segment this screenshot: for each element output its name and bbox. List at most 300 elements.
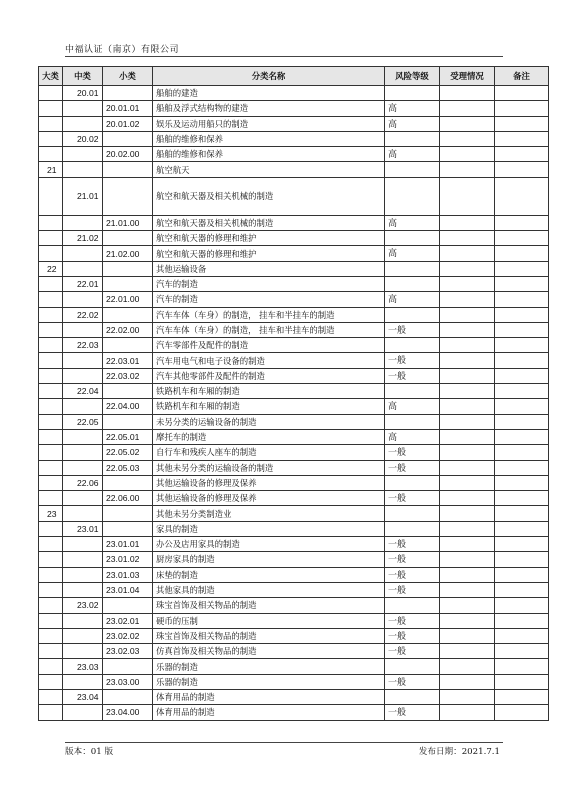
cell-acceptance [440, 537, 495, 552]
cell-remarks [495, 177, 549, 215]
cell-remarks [495, 147, 549, 162]
cell-major-class [39, 86, 63, 101]
table-row [39, 368, 549, 383]
cell-mid-class [63, 445, 103, 460]
column-header-name: 分类名称 [153, 67, 385, 86]
cell-major-class [39, 628, 63, 643]
table-row [39, 491, 549, 506]
table-row [39, 338, 549, 353]
cell-mid-class [63, 582, 103, 597]
cell-remarks [495, 644, 549, 659]
cell-acceptance [440, 147, 495, 162]
cell-risk-level [385, 177, 440, 215]
cell-remarks [495, 292, 549, 307]
cell-mid-class: 20.02 [63, 131, 103, 146]
cell-risk-level: 一般 [385, 460, 440, 475]
cell-remarks [495, 429, 549, 444]
cell-remarks [495, 338, 549, 353]
table-row [39, 537, 549, 552]
cell-risk-level: 一般 [385, 368, 440, 383]
cell-major-class [39, 101, 63, 116]
cell-minor-class: 22.03.02 [103, 368, 153, 383]
cell-risk-level [385, 307, 440, 322]
cell-category-name: 其他运输设备的修理及保养 [153, 491, 385, 506]
cell-minor-class: 23.03.00 [103, 674, 153, 689]
column-header-mid: 中类 [63, 67, 103, 86]
cell-minor-class: 23.01.01 [103, 537, 153, 552]
table-row [39, 644, 549, 659]
cell-minor-class: 22.03.01 [103, 353, 153, 368]
column-header-major: 大类 [39, 67, 63, 86]
cell-acceptance [440, 659, 495, 674]
table-header-row [39, 67, 549, 86]
cell-category-name: 铁路机车和车厢的制造 [153, 384, 385, 399]
table-row [39, 147, 549, 162]
cell-minor-class [103, 231, 153, 246]
cell-major-class [39, 491, 63, 506]
cell-remarks [495, 506, 549, 521]
cell-mid-class [63, 147, 103, 162]
cell-major-class [39, 116, 63, 131]
cell-minor-class: 21.01.00 [103, 215, 153, 230]
cell-mid-class [63, 261, 103, 276]
table-body [39, 86, 549, 721]
table-row [39, 567, 549, 582]
cell-mid-class [63, 322, 103, 337]
cell-remarks [495, 491, 549, 506]
cell-risk-level [385, 475, 440, 490]
cell-acceptance [440, 674, 495, 689]
table-row [39, 399, 549, 414]
cell-risk-level: 一般 [385, 582, 440, 597]
cell-risk-level [385, 131, 440, 146]
cell-category-name: 办公及店用家具的制造 [153, 537, 385, 552]
cell-major-class: 22 [39, 261, 63, 276]
column-header-risk: 风险等级 [385, 67, 440, 86]
cell-minor-class [103, 131, 153, 146]
cell-risk-level [385, 521, 440, 536]
cell-mid-class: 22.01 [63, 276, 103, 291]
cell-minor-class [103, 475, 153, 490]
column-header-minor: 小类 [103, 67, 153, 86]
cell-remarks [495, 705, 549, 720]
cell-category-name: 航空和航天器及相关机械的制造 [153, 215, 385, 230]
cell-category-name: 乐器的制造 [153, 659, 385, 674]
header-divider [65, 56, 503, 57]
cell-risk-level: 一般 [385, 445, 440, 460]
cell-category-name: 仿真首饰及相关物品的制造 [153, 644, 385, 659]
cell-risk-level [385, 506, 440, 521]
cell-remarks [495, 582, 549, 597]
table-row [39, 292, 549, 307]
cell-remarks [495, 567, 549, 582]
cell-mid-class: 21.01 [63, 177, 103, 215]
cell-mid-class [63, 537, 103, 552]
cell-major-class [39, 147, 63, 162]
cell-mid-class [63, 429, 103, 444]
cell-acceptance [440, 131, 495, 146]
cell-remarks [495, 628, 549, 643]
cell-acceptance [440, 399, 495, 414]
cell-mid-class [63, 162, 103, 177]
table-row [39, 628, 549, 643]
cell-major-class [39, 414, 63, 429]
cell-category-name: 航空和航天器及相关机械的制造 [153, 177, 385, 215]
cell-major-class [39, 368, 63, 383]
cell-acceptance [440, 582, 495, 597]
cell-minor-class: 23.02.03 [103, 644, 153, 659]
cell-mid-class [63, 644, 103, 659]
cell-major-class [39, 705, 63, 720]
cell-minor-class [103, 659, 153, 674]
cell-mid-class [63, 613, 103, 628]
cell-category-name: 其他家具的制造 [153, 582, 385, 597]
cell-remarks [495, 674, 549, 689]
cell-remarks [495, 521, 549, 536]
cell-acceptance [440, 292, 495, 307]
cell-mid-class [63, 506, 103, 521]
cell-acceptance [440, 368, 495, 383]
cell-remarks [495, 322, 549, 337]
cell-risk-level: 高 [385, 399, 440, 414]
cell-major-class [39, 384, 63, 399]
cell-minor-class: 20.01.02 [103, 116, 153, 131]
cell-remarks [495, 246, 549, 261]
table-row [39, 101, 549, 116]
cell-category-name: 汽车其他零部件及配件的制造 [153, 368, 385, 383]
cell-minor-class: 23.01.03 [103, 567, 153, 582]
cell-acceptance [440, 521, 495, 536]
cell-major-class [39, 353, 63, 368]
cell-mid-class: 22.06 [63, 475, 103, 490]
cell-major-class [39, 659, 63, 674]
cell-major-class [39, 521, 63, 536]
table-row [39, 246, 549, 261]
cell-mid-class: 23.02 [63, 598, 103, 613]
company-header: 中福认证（南京）有限公司 [65, 45, 180, 55]
cell-major-class [39, 399, 63, 414]
cell-mid-class [63, 552, 103, 567]
cell-minor-class [103, 689, 153, 704]
cell-category-name: 珠宝首饰及相关物品的制造 [153, 598, 385, 613]
cell-remarks [495, 231, 549, 246]
cell-category-name: 船舶及浮式结构物的建造 [153, 101, 385, 116]
table-row [39, 613, 549, 628]
cell-major-class [39, 177, 63, 215]
cell-remarks [495, 116, 549, 131]
table-row [39, 475, 549, 490]
cell-acceptance [440, 644, 495, 659]
cell-mid-class: 21.02 [63, 231, 103, 246]
table-row [39, 506, 549, 521]
cell-acceptance [440, 414, 495, 429]
cell-minor-class [103, 598, 153, 613]
cell-remarks [495, 215, 549, 230]
cell-risk-level: 高 [385, 116, 440, 131]
cell-minor-class [103, 261, 153, 276]
cell-remarks [495, 659, 549, 674]
cell-remarks [495, 101, 549, 116]
table-row [39, 521, 549, 536]
cell-acceptance [440, 177, 495, 215]
cell-acceptance [440, 491, 495, 506]
table-row [39, 674, 549, 689]
cell-major-class [39, 567, 63, 582]
cell-remarks [495, 368, 549, 383]
cell-category-name: 航空航天 [153, 162, 385, 177]
cell-mid-class [63, 246, 103, 261]
cell-mid-class [63, 368, 103, 383]
cell-minor-class: 22.02.00 [103, 322, 153, 337]
cell-risk-level: 一般 [385, 613, 440, 628]
cell-minor-class [103, 86, 153, 101]
cell-category-name: 其他运输设备的修理及保养 [153, 475, 385, 490]
cell-risk-level: 高 [385, 215, 440, 230]
cell-acceptance [440, 86, 495, 101]
table-row [39, 552, 549, 567]
version-label: 版本：01 版 [65, 747, 114, 757]
cell-category-name: 床垫的制造 [153, 567, 385, 582]
cell-risk-level [385, 338, 440, 353]
cell-mid-class [63, 705, 103, 720]
table-row [39, 131, 549, 146]
cell-mid-class: 22.04 [63, 384, 103, 399]
table-row [39, 384, 549, 399]
cell-acceptance [440, 162, 495, 177]
cell-category-name: 船舶的建造 [153, 86, 385, 101]
cell-acceptance [440, 276, 495, 291]
cell-category-name: 摩托车的制造 [153, 429, 385, 444]
cell-acceptance [440, 101, 495, 116]
cell-risk-level: 一般 [385, 322, 440, 337]
cell-major-class [39, 460, 63, 475]
cell-major-class [39, 475, 63, 490]
cell-risk-level: 一般 [385, 644, 440, 659]
cell-major-class [39, 674, 63, 689]
cell-mid-class: 22.03 [63, 338, 103, 353]
cell-category-name: 汽车的制造 [153, 292, 385, 307]
cell-category-name: 汽车车体（车身）的制造， 挂车和半挂车的制造 [153, 322, 385, 337]
cell-remarks [495, 307, 549, 322]
cell-minor-class: 22.05.02 [103, 445, 153, 460]
cell-remarks [495, 261, 549, 276]
cell-acceptance [440, 705, 495, 720]
cell-minor-class: 23.02.02 [103, 628, 153, 643]
cell-mid-class [63, 353, 103, 368]
cell-category-name: 船舶的维修和保养 [153, 131, 385, 146]
cell-minor-class: 22.01.00 [103, 292, 153, 307]
table-row [39, 177, 549, 215]
cell-category-name: 船舶的维修和保养 [153, 147, 385, 162]
cell-major-class: 23 [39, 506, 63, 521]
cell-category-name: 硬币的压制 [153, 613, 385, 628]
cell-risk-level: 一般 [385, 353, 440, 368]
cell-acceptance [440, 689, 495, 704]
table-row [39, 705, 549, 720]
cell-acceptance [440, 613, 495, 628]
table-row [39, 414, 549, 429]
cell-minor-class: 23.02.01 [103, 613, 153, 628]
cell-major-class: 21 [39, 162, 63, 177]
cell-mid-class [63, 215, 103, 230]
cell-remarks [495, 475, 549, 490]
cell-minor-class [103, 384, 153, 399]
cell-category-name: 其他未另分类制造业 [153, 506, 385, 521]
cell-acceptance [440, 552, 495, 567]
cell-risk-level [385, 659, 440, 674]
cell-mid-class [63, 399, 103, 414]
column-header-acceptance: 受理情况 [440, 67, 495, 86]
cell-category-name: 娱乐及运动用船只的制造 [153, 116, 385, 131]
cell-risk-level: 高 [385, 101, 440, 116]
cell-minor-class [103, 506, 153, 521]
cell-mid-class: 23.04 [63, 689, 103, 704]
cell-acceptance [440, 628, 495, 643]
cell-minor-class [103, 521, 153, 536]
cell-minor-class: 23.01.04 [103, 582, 153, 597]
cell-category-name: 家具的制造 [153, 521, 385, 536]
cell-minor-class [103, 162, 153, 177]
cell-risk-level: 高 [385, 246, 440, 261]
cell-acceptance [440, 506, 495, 521]
cell-category-name: 其他运输设备 [153, 261, 385, 276]
cell-major-class [39, 322, 63, 337]
cell-mid-class: 20.01 [63, 86, 103, 101]
cell-minor-class: 22.04.00 [103, 399, 153, 414]
cell-category-name: 汽车的制造 [153, 276, 385, 291]
cell-risk-level [385, 86, 440, 101]
cell-acceptance [440, 429, 495, 444]
cell-minor-class: 22.05.01 [103, 429, 153, 444]
cell-risk-level: 一般 [385, 491, 440, 506]
cell-category-name: 汽车用电气和电子设备的制造 [153, 353, 385, 368]
cell-major-class [39, 689, 63, 704]
cell-risk-level [385, 231, 440, 246]
cell-remarks [495, 384, 549, 399]
table-row [39, 460, 549, 475]
cell-category-name: 汽车零部件及配件的制造 [153, 338, 385, 353]
cell-minor-class: 20.01.01 [103, 101, 153, 116]
cell-mid-class [63, 491, 103, 506]
cell-mid-class: 23.03 [63, 659, 103, 674]
cell-major-class [39, 338, 63, 353]
cell-minor-class: 23.04.00 [103, 705, 153, 720]
table-row [39, 215, 549, 230]
cell-minor-class [103, 177, 153, 215]
cell-acceptance [440, 338, 495, 353]
cell-major-class [39, 231, 63, 246]
cell-acceptance [440, 445, 495, 460]
table-row [39, 307, 549, 322]
cell-category-name: 航空和航天器的修理和维护 [153, 231, 385, 246]
cell-risk-level: 高 [385, 429, 440, 444]
cell-risk-level: 一般 [385, 628, 440, 643]
cell-major-class [39, 215, 63, 230]
cell-major-class [39, 537, 63, 552]
cell-risk-level [385, 598, 440, 613]
cell-category-name: 体育用品的制造 [153, 705, 385, 720]
cell-category-name: 自行车和残疾人座车的制造 [153, 445, 385, 460]
table-row [39, 582, 549, 597]
cell-acceptance [440, 307, 495, 322]
cell-category-name: 珠宝首饰及相关物品的制造 [153, 628, 385, 643]
cell-category-name: 其他未另分类的运输设备的制造 [153, 460, 385, 475]
cell-risk-level [385, 689, 440, 704]
cell-minor-class: 22.06.00 [103, 491, 153, 506]
cell-remarks [495, 414, 549, 429]
cell-mid-class: 23.01 [63, 521, 103, 536]
cell-acceptance [440, 116, 495, 131]
cell-category-name: 航空和航天器的修理和维护 [153, 246, 385, 261]
cell-risk-level: 一般 [385, 552, 440, 567]
cell-mid-class: 22.02 [63, 307, 103, 322]
cell-major-class [39, 307, 63, 322]
cell-remarks [495, 537, 549, 552]
cell-major-class [39, 246, 63, 261]
cell-risk-level: 一般 [385, 705, 440, 720]
cell-minor-class [103, 307, 153, 322]
cell-remarks [495, 460, 549, 475]
cell-risk-level: 一般 [385, 674, 440, 689]
cell-acceptance [440, 475, 495, 490]
classification-table [38, 66, 549, 721]
cell-acceptance [440, 231, 495, 246]
cell-major-class [39, 644, 63, 659]
cell-risk-level [385, 414, 440, 429]
cell-major-class [39, 429, 63, 444]
cell-acceptance [440, 567, 495, 582]
cell-mid-class [63, 101, 103, 116]
cell-remarks [495, 598, 549, 613]
table-row [39, 689, 549, 704]
cell-major-class [39, 131, 63, 146]
table-row [39, 86, 549, 101]
cell-acceptance [440, 261, 495, 276]
cell-major-class [39, 445, 63, 460]
cell-remarks [495, 276, 549, 291]
cell-mid-class [63, 292, 103, 307]
table-row [39, 162, 549, 177]
table-row [39, 116, 549, 131]
table-row [39, 659, 549, 674]
cell-risk-level: 高 [385, 147, 440, 162]
cell-major-class [39, 276, 63, 291]
cell-minor-class [103, 338, 153, 353]
cell-remarks [495, 689, 549, 704]
cell-remarks [495, 131, 549, 146]
table-row [39, 445, 549, 460]
cell-remarks [495, 162, 549, 177]
cell-remarks [495, 552, 549, 567]
table-row [39, 598, 549, 613]
cell-category-name: 乐器的制造 [153, 674, 385, 689]
cell-category-name: 厨房家具的制造 [153, 552, 385, 567]
cell-minor-class: 23.01.02 [103, 552, 153, 567]
cell-acceptance [440, 322, 495, 337]
table-row [39, 276, 549, 291]
cell-minor-class [103, 414, 153, 429]
cell-major-class [39, 582, 63, 597]
cell-risk-level [385, 384, 440, 399]
cell-mid-class [63, 460, 103, 475]
cell-category-name: 铁路机车和车厢的制造 [153, 399, 385, 414]
cell-risk-level [385, 162, 440, 177]
cell-mid-class [63, 674, 103, 689]
cell-risk-level: 一般 [385, 537, 440, 552]
cell-minor-class: 22.05.03 [103, 460, 153, 475]
cell-risk-level [385, 261, 440, 276]
cell-major-class [39, 613, 63, 628]
